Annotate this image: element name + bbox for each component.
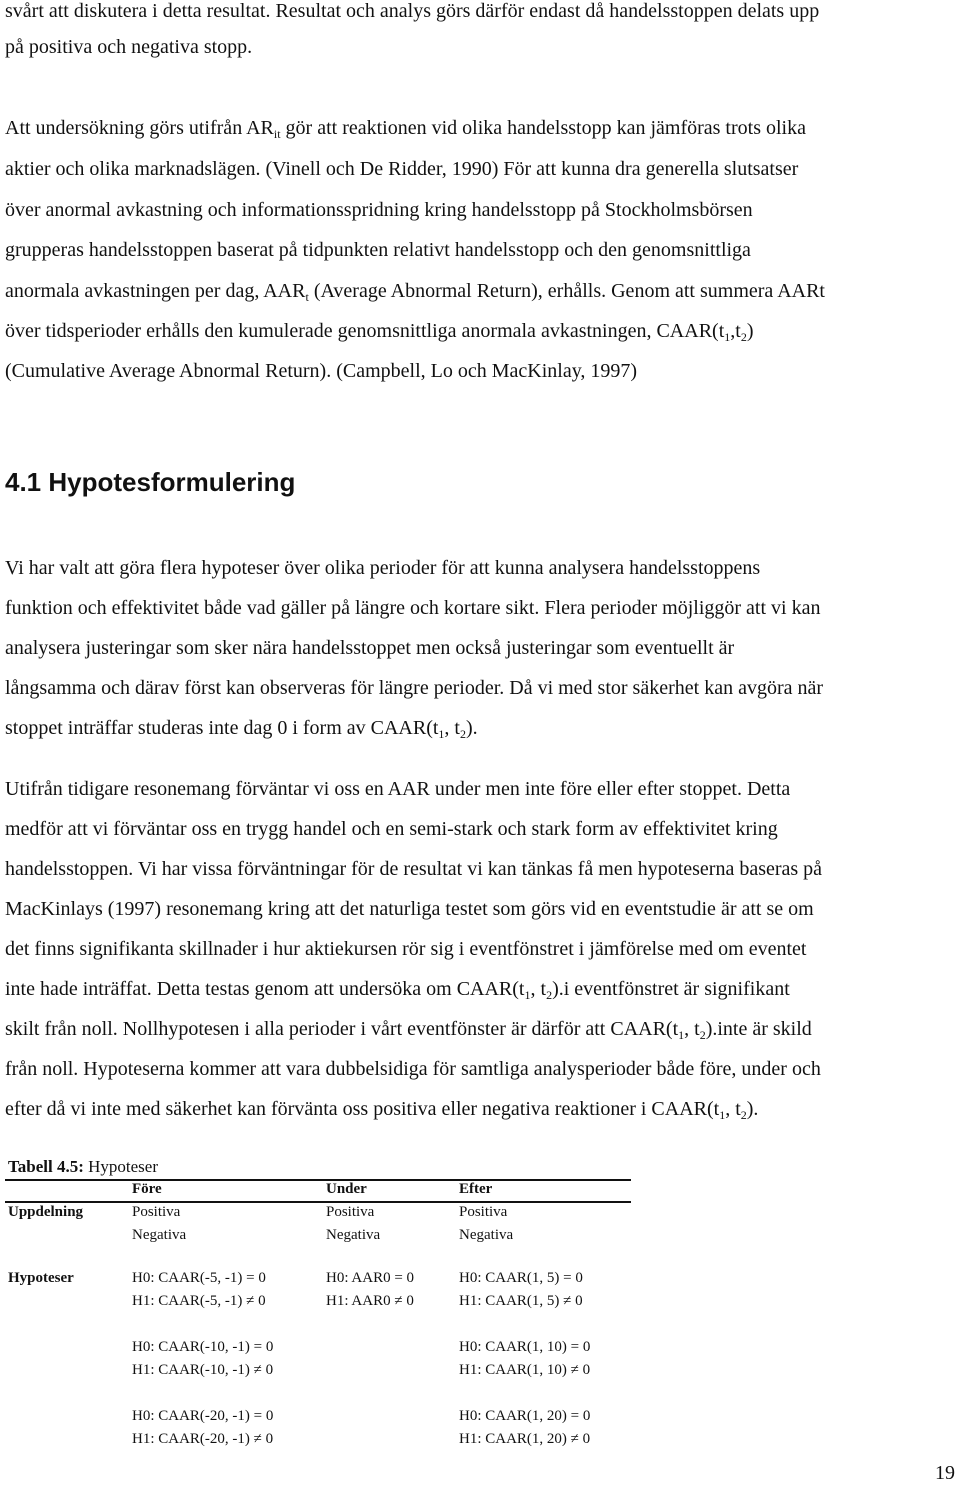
table-cell: Negativa <box>459 1227 514 1243</box>
table-cell: H1: CAAR(-5, -1) ≠ 0 <box>132 1293 266 1309</box>
text-line: analysera justeringar som sker nära handelsstoppet men också justeringar som eventuellt är <box>5 637 735 659</box>
text-line: långsamma och därav först kan observeras för längre perioder. Då vi med stor säkerhet kan avgöra när <box>5 677 824 699</box>
text-line: Att undersökning görs utifrån $AR_{it}$ gör att reaktionen vid olika handelsstopp kan jämföras trots olika <box>5 117 806 141</box>
column-header-under: Under <box>326 1181 367 1197</box>
text-line: (Cumulative Average Abnormal Return). (Campbell, Lo och MacKinlay, 1997) <box>5 360 638 382</box>
text-line: skilt från noll. Nollhypotesen i alla perioder i vårt eventfönster är därför att $CAAR(t_1$, $t_2).inte$ är skild <box>5 1018 812 1042</box>
table-cell: H0: CAAR(-5, -1) = 0 <box>132 1270 266 1286</box>
text-line: svårt att diskutera i detta resultat. Resultat och analys görs därför endast då handelsstoppen delats upp <box>5 0 820 22</box>
table-cell: H1: AAR0 ≠ 0 <box>326 1293 414 1309</box>
table-cell: Positiva <box>459 1204 508 1220</box>
text-line: från noll. Hypoteserna kommer att vara dubbelsidiga för samtliga analysperioder både före, under och <box>5 1058 821 1080</box>
text-line: Utifrån tidigare resonemang förväntar vi oss en AAR under men inte före eller efter stoppet. Detta <box>5 778 791 800</box>
text-line: över tidsperioder erhålls den kumulerade genomsnittliga anormala avkastningen, $CAAR(t_1,t_2)$ <box>5 320 754 344</box>
table-cell: H0: CAAR(-10, -1) = 0 <box>132 1339 274 1355</box>
table-cell: Positiva <box>132 1204 181 1220</box>
text-line: efter då vi inte med säkerhet kan förvänta oss positiva eller negativa reaktioner i $CAAR(t_1$, $t_2$). <box>5 1098 759 1122</box>
text-line: Vi har valt att göra flera hypoteser över olika perioder för att kunna analysera handelsstoppens <box>5 557 761 579</box>
table-caption: Tabell 4.5: Hypoteser <box>8 1157 159 1176</box>
column-header-fore: Före <box>132 1181 162 1197</box>
table-cell: H1: CAAR(-10, -1) ≠ 0 <box>132 1362 274 1378</box>
column-header-efter: Efter <box>459 1181 493 1197</box>
text-line: grupperas handelsstoppen baserat på tidpunkten relativt handelsstopp och den genomsnittliga <box>5 239 751 261</box>
text-line: stoppet inträffar studeras inte dag 0 i form av $CAAR(t_1$, $t_2$). <box>5 717 478 741</box>
row-label-uppdelning: Uppdelning <box>8 1204 84 1220</box>
table-cell: H0: CAAR(1, 5) = 0 <box>459 1270 583 1286</box>
table-cell: H0: AAR0 = 0 <box>326 1270 415 1286</box>
text-line: det finns signifikanta skillnader i hur aktiekursen rör sig i eventfönstret i jämförelse med om eventet <box>5 938 807 960</box>
text-line: MacKinlays (1997) resonemang kring att det naturliga testet som görs vid en eventstudie är att se om <box>5 898 814 920</box>
text-line: anormala avkastningen per dag, $AAR_t$ (Average Abnormal Return), erhålls. Genom att summera AARt <box>5 280 825 304</box>
text-line: över anormal avkastning och informationsspridning kring handelsstopp på Stockholmsbörsen <box>5 199 753 221</box>
text-line: handelsstoppen. Vi har vissa förväntningar för de resultat vi kan tänkas få men hypoteserna baseras på <box>5 858 823 880</box>
text-line: aktier och olika marknadslägen. (Vinell och De Ridder, 1990) För att kunna dra generella slutsatser <box>5 158 799 180</box>
table-cell: H1: CAAR(-20, -1) ≠ 0 <box>132 1431 274 1447</box>
text-line: på positiva och negativa stopp. <box>5 36 253 58</box>
table-cell: H1: CAAR(1, 20) ≠ 0 <box>459 1431 591 1447</box>
table-cell: Negativa <box>132 1227 187 1243</box>
text-line: inte hade inträffat. Detta testas genom att undersöka om $CAAR(t_1$, $t_2).i$ eventfönstret är signifikant <box>5 978 790 1002</box>
table-cell: H0: CAAR(-20, -1) = 0 <box>132 1408 274 1424</box>
text-line: medför att vi förväntar oss en trygg handel och en semi-stark och stark form av effektivitet kring <box>5 818 778 840</box>
table-cell: H1: CAAR(1, 5) ≠ 0 <box>459 1293 583 1309</box>
table-cell: Negativa <box>326 1227 381 1243</box>
table-cell: H1: CAAR(1, 10) ≠ 0 <box>459 1362 591 1378</box>
section-heading: 4.1 Hypotesformulering <box>5 467 296 497</box>
text-line: funktion och effektivitet både vad gäller på längre och kortare sikt. Flera perioder möjliggör att vi kan <box>5 597 821 619</box>
page-number: 19 <box>935 1462 955 1484</box>
row-label-hypoteser: Hypoteser <box>8 1270 74 1286</box>
table-cell: H0: CAAR(1, 20) = 0 <box>459 1408 591 1424</box>
table-top-rule <box>5 1179 631 1181</box>
table-header-rule <box>5 1201 631 1203</box>
table-cell: H0: CAAR(1, 10) = 0 <box>459 1339 591 1355</box>
table-cell: Positiva <box>326 1204 375 1220</box>
